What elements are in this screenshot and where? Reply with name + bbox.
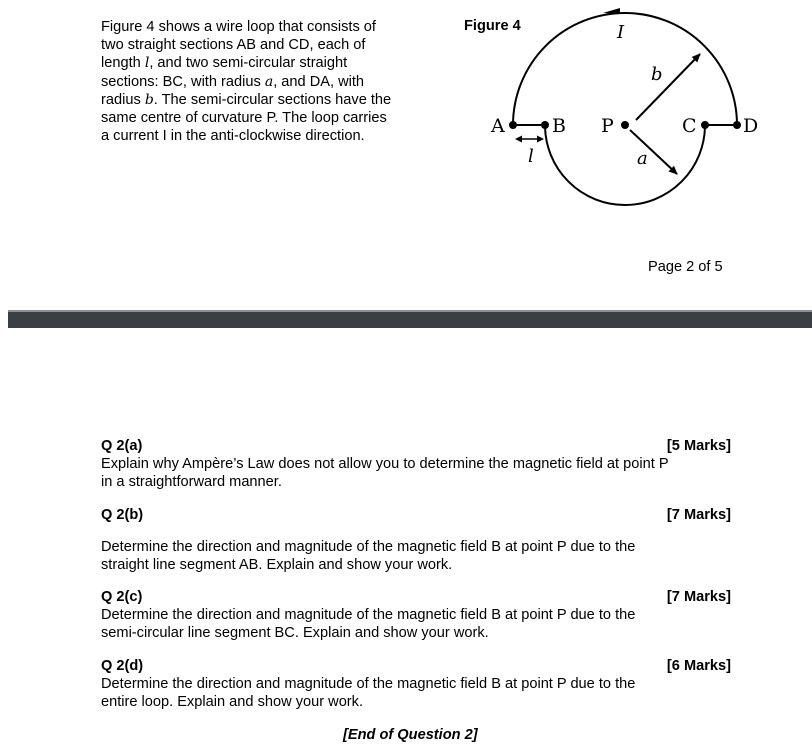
semicircle-da (513, 13, 737, 125)
intro-line: sections: BC, with radius a, and DA, with (101, 73, 365, 90)
end-of-question-note: [End of Question 2] (343, 727, 478, 743)
intro-line: a current I in the anti-clockwise direction. (101, 128, 365, 145)
question-text: Explain why Ampère’s Law does not allow you to determine the magnetic field at point P (101, 456, 669, 473)
question-id: Q 2(d) (101, 658, 144, 674)
label-p: P (601, 115, 614, 137)
question-text: entire loop. Explain and show your work. (101, 694, 364, 711)
question-marks: [5 Marks] (666, 438, 731, 454)
label-b: B (552, 115, 566, 137)
point-d (733, 121, 741, 129)
question-marks: [7 Marks] (666, 507, 731, 523)
label-a: A (491, 115, 505, 137)
label-radius-a: a (637, 148, 648, 169)
wire-loop-diagram (460, 8, 800, 208)
figure-title: Figure 4 (464, 18, 521, 34)
question-marks: [7 Marks] (666, 589, 731, 605)
question-id: Q 2(b) (101, 507, 144, 523)
question-id: Q 2(a) (101, 438, 143, 454)
question-text: Determine the direction and magnitude of the magnetic field B at point P due to the (101, 539, 636, 556)
point-c (701, 121, 709, 129)
point-b (541, 121, 549, 129)
question-2b (101, 506, 731, 575)
question-marks: [6 Marks] (666, 658, 731, 674)
intro-line: radius b. The semi-circular sections have the (101, 91, 392, 108)
label-radius-b: b (651, 64, 663, 85)
intro-paragraph (101, 18, 431, 145)
page-number: Page 2 of 5 (648, 259, 723, 275)
question-2a (101, 437, 731, 492)
length-arrowhead-right (537, 136, 544, 143)
semicircle-bc (545, 125, 705, 205)
intro-line: Figure 4 shows a wire loop that consists of (101, 19, 376, 35)
question-2d (101, 657, 731, 712)
label-c: C (682, 115, 697, 137)
page-divider (8, 310, 812, 328)
intro-line: length l, and two semi-circular straight (101, 55, 348, 72)
question-id: Q 2(c) (101, 589, 143, 605)
question-text: Determine the direction and magnitude of the magnetic field B at point P due to the (101, 607, 636, 624)
label-length: l (528, 146, 534, 167)
question-text: Determine the direction and magnitude of the magnetic field B at point P due to the (101, 676, 636, 693)
question-text: in a straightforward manner. (101, 474, 282, 491)
intro-line: same centre of curvature P. The loop carries (101, 110, 387, 127)
label-current: I (617, 22, 625, 43)
figure-4 (460, 8, 800, 208)
label-d: D (743, 115, 759, 137)
question-2c (101, 588, 731, 643)
radius-b-arrow (636, 54, 700, 120)
question-text: semi-circular line segment BC. Explain and show your work. (101, 625, 489, 642)
point-p (621, 121, 629, 129)
point-a (509, 121, 517, 129)
intro-line: two straight sections AB and CD, each of (101, 37, 366, 54)
question-text: straight line segment AB. Explain and show your work. (101, 557, 453, 574)
length-arrowhead-left (515, 136, 522, 143)
current-arrow (603, 8, 620, 14)
